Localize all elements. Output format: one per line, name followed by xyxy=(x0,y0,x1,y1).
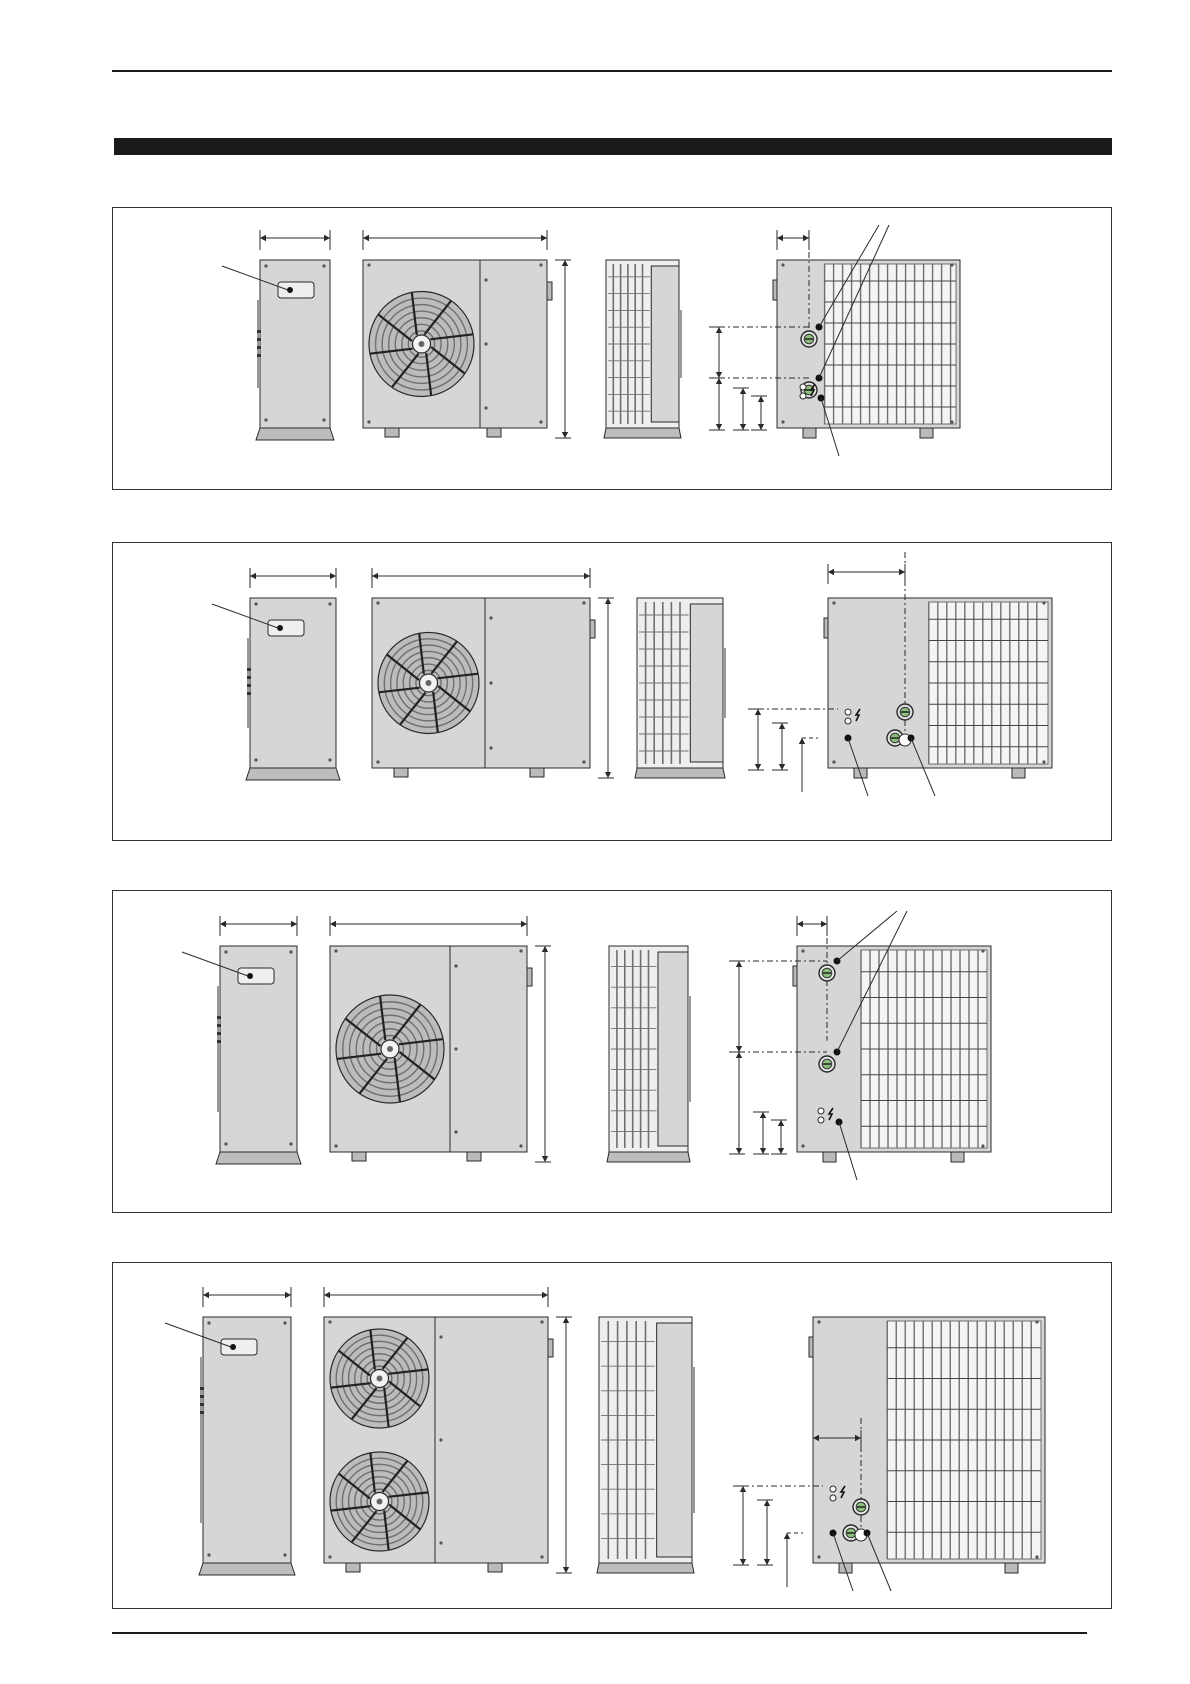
side-rail xyxy=(247,638,250,728)
end-view xyxy=(597,1317,695,1573)
screw xyxy=(454,964,457,967)
screw xyxy=(539,420,542,423)
screw xyxy=(950,263,953,266)
screw xyxy=(439,1541,442,1544)
cable-entry-height-dimension xyxy=(753,1112,769,1154)
screw xyxy=(224,950,227,953)
nameplate-icon xyxy=(238,968,274,984)
cable-entry-height-dimension xyxy=(772,723,788,770)
screw xyxy=(289,950,292,953)
cable-entry-height-dimension xyxy=(733,1486,749,1565)
side-rail xyxy=(257,300,260,388)
side-view xyxy=(256,260,334,440)
screw xyxy=(224,1142,227,1145)
side-clip xyxy=(217,1032,221,1035)
screw xyxy=(832,601,835,604)
side-clip xyxy=(257,338,261,341)
section-title-bar xyxy=(114,138,1112,155)
unit-1-drawing xyxy=(113,208,1113,491)
side-rail xyxy=(200,1357,203,1523)
foot-right xyxy=(487,428,501,437)
screw xyxy=(283,1553,286,1556)
depth-dimension-line xyxy=(260,230,330,250)
screw xyxy=(981,1144,984,1147)
end-rail xyxy=(692,1367,695,1513)
screw xyxy=(1042,601,1045,604)
screw xyxy=(439,1335,442,1338)
cable-entry-height-dimension xyxy=(757,1500,773,1565)
front-view xyxy=(330,946,532,1161)
side-clip xyxy=(217,1024,221,1027)
cable-entry-height-dimension xyxy=(751,396,767,430)
screw xyxy=(489,681,492,684)
water-connection-icon xyxy=(897,704,913,720)
side-clip xyxy=(200,1387,204,1390)
side-view xyxy=(216,946,301,1164)
nameplate-icon xyxy=(268,620,304,636)
base-plinth xyxy=(256,428,334,440)
unit-2-dimension-panel xyxy=(112,542,1112,841)
cable-gland xyxy=(800,393,806,399)
end-side-plate xyxy=(657,1323,692,1557)
screw xyxy=(207,1321,210,1324)
handle xyxy=(527,968,532,986)
unit-1-dimension-panel xyxy=(112,207,1112,490)
cable-gland xyxy=(845,709,851,715)
front-view xyxy=(372,598,595,777)
base-plinth xyxy=(604,428,681,438)
screw xyxy=(334,1144,337,1147)
screw xyxy=(376,760,379,763)
handle xyxy=(548,1339,553,1357)
unit-4-dimension-panel xyxy=(112,1262,1112,1609)
foot-right xyxy=(530,768,544,777)
side-clip xyxy=(247,684,251,687)
screw xyxy=(254,758,257,761)
screw xyxy=(1035,1320,1038,1323)
end-view xyxy=(607,946,691,1162)
connection-spacing-dimension xyxy=(709,327,725,378)
screw xyxy=(322,418,325,421)
screw xyxy=(454,1047,457,1050)
screw xyxy=(484,406,487,409)
side-clip xyxy=(217,1040,221,1043)
base-plinth xyxy=(216,1152,301,1164)
cable-gland xyxy=(845,718,851,724)
fan-grille-icon xyxy=(378,633,479,734)
screw xyxy=(328,758,331,761)
cable-entry-height-dimension xyxy=(771,1120,787,1154)
connection-offset-dimension xyxy=(777,230,809,250)
screw xyxy=(582,760,585,763)
end-rail xyxy=(688,996,691,1102)
connection-height-dimension xyxy=(729,1052,745,1154)
screw xyxy=(328,1320,331,1323)
side-view xyxy=(199,1317,295,1575)
screw xyxy=(334,949,337,952)
height-dimension-line xyxy=(555,260,571,438)
screw xyxy=(289,1142,292,1145)
fan-grille-icon xyxy=(330,1452,429,1551)
foot-left xyxy=(394,768,408,777)
width-dimension-line xyxy=(363,230,547,250)
handle xyxy=(547,282,552,300)
screw xyxy=(781,263,784,266)
screw xyxy=(950,420,953,423)
cable-gland xyxy=(818,1108,824,1114)
foot-left xyxy=(352,1152,366,1161)
foot-left xyxy=(823,1152,836,1162)
foot-left xyxy=(385,428,399,437)
height-dimension-line xyxy=(535,946,551,1162)
depth-dimension-line xyxy=(220,916,297,936)
screw xyxy=(817,1555,820,1558)
header-rule xyxy=(112,70,1112,72)
unit-3-dimension-panel xyxy=(112,890,1112,1213)
connection-offset-dimension xyxy=(797,916,827,936)
connection-height-dimension xyxy=(709,378,725,430)
screw xyxy=(540,1320,543,1323)
handle xyxy=(773,280,777,300)
screw xyxy=(519,1144,522,1147)
foot-right xyxy=(467,1152,481,1161)
screw xyxy=(484,342,487,345)
screw xyxy=(484,278,487,281)
end-side-plate xyxy=(658,952,688,1146)
fan-grille-icon xyxy=(336,995,444,1103)
handle xyxy=(590,620,595,638)
side-clip xyxy=(247,668,251,671)
end-rail xyxy=(679,310,682,378)
width-dimension-line xyxy=(372,568,590,588)
base-plinth xyxy=(199,1563,295,1575)
water-connection-icon xyxy=(819,1056,835,1072)
foot-right xyxy=(1005,1563,1018,1573)
water-connection-icon xyxy=(853,1499,869,1515)
front-view xyxy=(324,1317,553,1572)
water-connection-icon xyxy=(801,331,817,347)
front-view xyxy=(363,260,552,437)
depth-dimension-line xyxy=(203,1287,291,1307)
rear-view xyxy=(824,598,1052,778)
unit-4-drawing xyxy=(113,1263,1113,1610)
screw xyxy=(1035,1555,1038,1558)
screw xyxy=(801,1144,804,1147)
connection-offset-dimension xyxy=(828,564,905,584)
screw xyxy=(328,602,331,605)
side-clip xyxy=(217,1016,221,1019)
foot-left xyxy=(346,1563,360,1572)
height-dimension-line xyxy=(556,1317,572,1573)
cable-gland xyxy=(830,1486,836,1492)
nameplate-icon xyxy=(278,282,314,298)
footer-rule xyxy=(112,1632,1087,1634)
screw xyxy=(439,1438,442,1441)
end-rail xyxy=(723,648,726,718)
screw xyxy=(489,746,492,749)
side-clip xyxy=(257,354,261,357)
foot-right xyxy=(1012,768,1025,778)
handle xyxy=(793,966,797,986)
screw xyxy=(981,949,984,952)
rear-view xyxy=(773,260,960,438)
end-view xyxy=(604,260,682,438)
width-dimension-line xyxy=(324,1287,548,1307)
screw xyxy=(207,1553,210,1556)
screw xyxy=(283,1321,286,1324)
screw xyxy=(539,263,542,266)
side-view xyxy=(246,598,340,780)
cable-gland xyxy=(818,1117,824,1123)
handle xyxy=(809,1337,813,1357)
end-view xyxy=(635,598,726,778)
side-clip xyxy=(257,346,261,349)
foot-right xyxy=(488,1563,502,1572)
end-side-plate xyxy=(651,266,679,422)
cable-entry-height-dimension xyxy=(733,388,749,430)
fan-grille-icon xyxy=(369,292,474,397)
side-clip xyxy=(200,1395,204,1398)
cable-entry-height-dimension xyxy=(748,709,764,770)
cable-gland xyxy=(800,384,806,390)
base-plinth xyxy=(607,1152,690,1162)
side-clip xyxy=(247,676,251,679)
screw xyxy=(817,1320,820,1323)
screw xyxy=(264,418,267,421)
unit-2-drawing xyxy=(113,543,1113,842)
water-connection-icon xyxy=(819,965,835,981)
screw xyxy=(328,1555,331,1558)
depth-dimension-line xyxy=(250,568,336,588)
screw xyxy=(367,420,370,423)
screw xyxy=(367,263,370,266)
fan-grille-icon xyxy=(330,1329,429,1428)
screw xyxy=(376,601,379,604)
foot-right xyxy=(920,428,933,438)
cable-gland xyxy=(830,1495,836,1501)
screw xyxy=(454,1130,457,1133)
handle xyxy=(824,618,828,638)
screw xyxy=(254,602,257,605)
screw xyxy=(801,949,804,952)
screw xyxy=(1042,760,1045,763)
screw xyxy=(582,601,585,604)
side-clip xyxy=(257,330,261,333)
connection-spacing-dimension xyxy=(729,961,745,1052)
screw xyxy=(489,616,492,619)
screw xyxy=(781,420,784,423)
foot-left xyxy=(803,428,816,438)
screw xyxy=(519,949,522,952)
foot-right xyxy=(951,1152,964,1162)
screw xyxy=(322,264,325,267)
width-dimension-line xyxy=(330,916,527,936)
side-clip xyxy=(200,1403,204,1406)
nameplate-icon xyxy=(221,1339,257,1355)
unit-3-drawing xyxy=(113,891,1113,1214)
screw xyxy=(832,760,835,763)
screw xyxy=(540,1555,543,1558)
side-rail xyxy=(217,986,220,1112)
side-clip xyxy=(247,692,251,695)
end-side-plate xyxy=(690,604,723,762)
height-dimension-line xyxy=(598,598,614,778)
base-plinth xyxy=(635,768,725,778)
screw xyxy=(264,264,267,267)
base-plinth xyxy=(597,1563,694,1573)
side-clip xyxy=(200,1411,204,1414)
base-plinth xyxy=(246,768,340,780)
